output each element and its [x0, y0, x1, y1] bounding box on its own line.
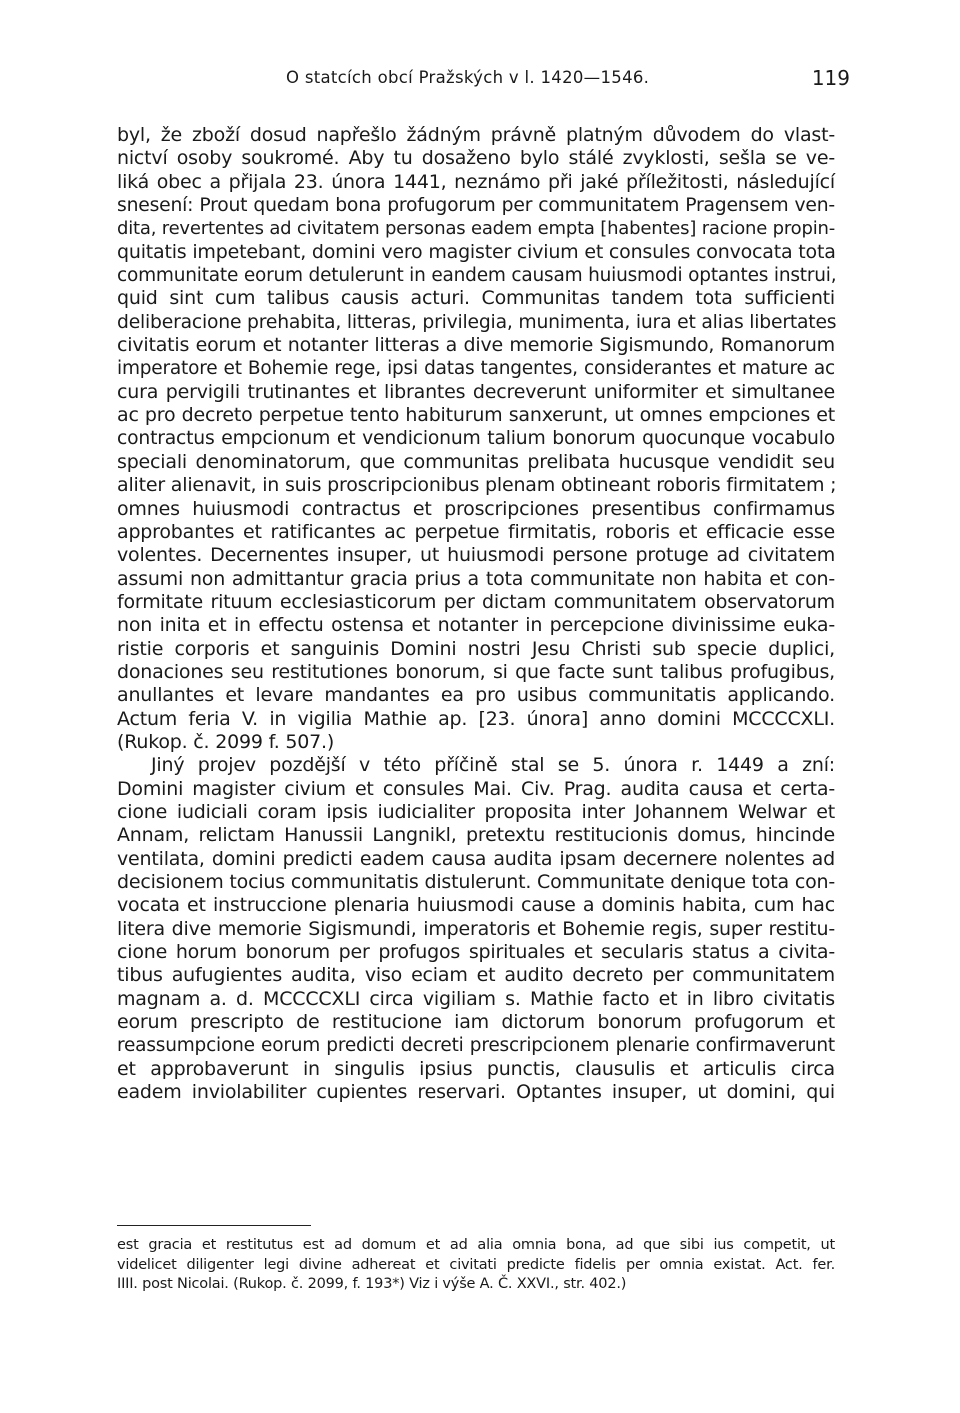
- text-line: dita, revertentes ad civitatem personas eadem empta [habentes] racione propin-: [117, 218, 836, 240]
- running-head: O statcích obcí Pražských v l. 1420—1546.: [286, 68, 650, 87]
- text-line: Domini magister civium et consules Mai. Civ. Prag. audita causa et certa-: [117, 777, 835, 800]
- main-text: [117, 124, 835, 1104]
- text-line: tibus aufugientes audita, viso eciam et audito decreto per communitatem: [117, 964, 835, 987]
- text-line: civitatis eorum et notanter litteras a dive memorie Sigismundo, Romanorum: [117, 334, 835, 357]
- text-line: omnes huiusmodi contractus et proscripciones presentibus confirmamus: [117, 497, 835, 520]
- text-line: communitate eorum detulerunt in eandem causam huiusmodi optantes instrui,: [117, 265, 837, 287]
- footnote: [117, 1236, 835, 1295]
- text-line: cione horum bonorum per profugos spirituales et secularis status a civita-: [117, 941, 835, 964]
- text-line: aliter alienavit, in suis proscripcionibus plenam obtineant roboris firmitatem ;: [117, 474, 837, 497]
- text-line: byl, že zboží dosud napřešlo žádným právně platným důvodem do vlast-: [117, 124, 835, 146]
- text-line: approbantes et ratificantes ac perpetue firmitatis, roboris et efficacie esse: [117, 520, 835, 543]
- text-line: cura pervigili trutinantes et librantes decreverunt uniformiter et simultanee: [117, 380, 835, 403]
- text-line: eadem inviolabiliter cupientes reservari. Optantes insuper, ut domini, qui: [117, 1081, 835, 1104]
- text-line: assumi non admittantur gracia prius a tota communitate non habita et con-: [117, 567, 835, 590]
- text-line: magnam a. d. MCCCCXLI circa vigiliam s. Mathie facto et in libro civitatis: [117, 987, 835, 1010]
- text-line: ristie corporis et sanguinis Domini nostri Jesu Christi sub specie duplici,: [117, 637, 835, 660]
- page-header: [0, 68, 960, 102]
- text-line: speciali denominatorum, que communitas prelibata hucusque vendidit seu: [117, 450, 835, 473]
- text-line: quid sint cum talibus causis acturi. Communitas tandem tota sufficienti: [117, 287, 835, 310]
- text-line: ventilata, domini predicti eadem causa audita ipsam decernere nolentes ad: [117, 847, 835, 870]
- footnote-divider: [117, 1225, 311, 1226]
- footnote-line: est gracia et restitutus est ad domum et ad alia omnia bona, ad que sibi ius competit, ut: [117, 1237, 835, 1253]
- text-line: imperatore et Bohemie rege, ipsi datas tangentes, considerantes et mature ac: [117, 358, 835, 380]
- text-line: Jiný projev pozdější v této příčině stal se 5. února r. 1449 a zní:: [151, 754, 835, 777]
- text-line: Annam, relictam Hanussii Langnikl, pretextu restitucionis domus, hincinde: [117, 824, 835, 847]
- text-line: contractus empcionum et vendicionum talium bonorum quocunque vocabulo: [117, 428, 835, 450]
- footnote-line: videlicet diligenter legi divine adhereat et civitati predicte fidelis per omnia existat. Act. fer.: [117, 1256, 835, 1273]
- text-line: quitatis impetebant, domini vero magister civium et consules convocata tota: [117, 240, 836, 263]
- text-line: vocata et instruccione plenaria huiusmodi cause a dominis habita, cum hac: [117, 894, 835, 917]
- text-line: donaciones seu restitutiones bonorum, si que facte sunt talibus profugibus,: [117, 660, 835, 683]
- text-line: snesení: Prout quedam bona profugorum per communitatem Pragensem ven-: [117, 195, 835, 217]
- text-line: volentes. Decernentes insuper, ut huiusmodi persone protuge ad civitatem: [117, 544, 835, 567]
- text-line: Actum feria V. in vigilia Mathie ap. [23. února] anno domini MCCCCXLI.: [117, 707, 835, 730]
- text-line: formitate rituum ecclesiasticorum per dictam communitatem observatorum: [117, 590, 835, 613]
- text-line: (Rukop. č. 2099 f. 507.): [117, 730, 335, 753]
- text-line: cione iudiciali coram ipsis iudicialiter proposita inter Johannem Welwar et: [117, 800, 835, 823]
- text-line: litera dive memorie Sigismundi, imperatoris et Bohemie regis, super restitu-: [117, 917, 835, 940]
- text-line: decisionem tocius communitatis distulerunt. Communitate denique tota con-: [117, 871, 835, 893]
- text-line: ac pro decreto perpetue tento habiturum sanxerunt, ut omnes empciones et: [117, 404, 835, 427]
- page-number: 119: [811, 66, 850, 90]
- text-line: liká obec a přijala 23. února 1441, neznámo při jaké příležitosti, následující: [117, 170, 835, 193]
- text-line: nictví osoby soukromé. Aby tu dosaženo bylo stálé zvyklosti, sešla se ve-: [117, 147, 835, 170]
- text-line: eorum prescripto de restitucione iam dictorum bonorum profugorum et: [117, 1011, 835, 1034]
- text-line: anullantes et levare mandantes ea pro usibus communitatis applicando.: [117, 684, 835, 707]
- text-line: non inita et in effectu ostensa et notanter in percepcione divinissime euka-: [117, 614, 835, 637]
- footnote-line: IIII. post Nicolai. (Rukop. č. 2099, f. 193*) Viz i výše A. Č. XXVI., str. 402.): [117, 1276, 627, 1292]
- text-line: deliberacione prehabita, litteras, privilegia, munimenta, iura et alias libertates: [117, 311, 837, 333]
- text-line: et approbaverunt in singulis ipsius punctis, clausulis et articulis circa: [117, 1057, 835, 1080]
- text-line: reassumpcione eorum predicti decreti prescripcionem plenarie confirmaverunt: [117, 1035, 835, 1057]
